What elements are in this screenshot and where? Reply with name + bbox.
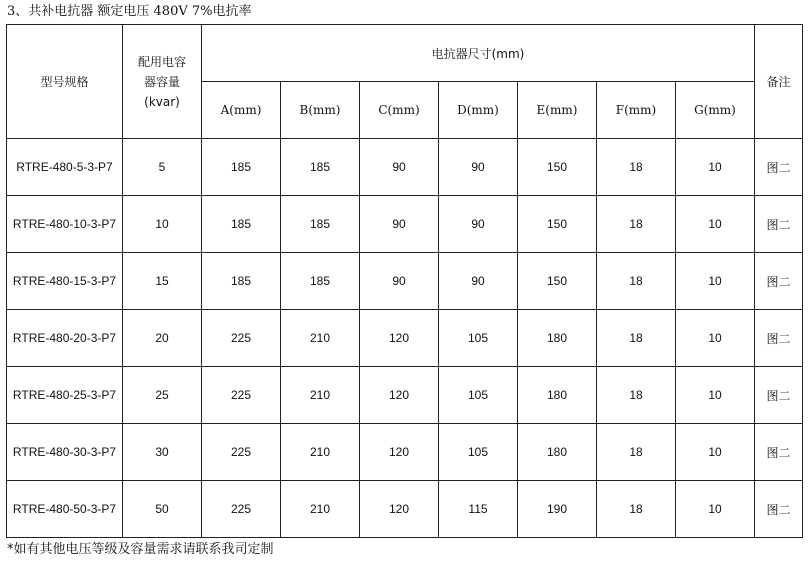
cell-dim-e: 150	[518, 196, 597, 253]
cell-dim-c: 120	[360, 481, 439, 538]
cell-kvar: 10	[123, 196, 202, 253]
cell-dim-b: 185	[281, 196, 360, 253]
cell-dim-g: 10	[676, 253, 755, 310]
table-row	[7, 481, 803, 538]
cell-model: RTRE-480-20-3-P7	[7, 310, 123, 367]
header-model-label: 型号规格	[40, 75, 89, 89]
cell-dim-f: 18	[597, 367, 676, 424]
cell-dim-e: 190	[518, 481, 597, 538]
cell-model: RTRE-480-10-3-P7	[7, 196, 123, 253]
cell-dim-a: 225	[202, 310, 281, 367]
cell-dim-d: 90	[439, 253, 518, 310]
cell-dim-c: 90	[360, 139, 439, 196]
cell-remark: 图二	[755, 139, 803, 196]
header-row-main	[7, 25, 803, 82]
cell-kvar: 15	[123, 253, 202, 310]
cell-dim-g: 10	[676, 424, 755, 481]
cell-dim-a: 185	[202, 139, 281, 196]
cell-dim-c: 120	[360, 310, 439, 367]
header-dimension-group	[202, 25, 755, 82]
cell-kvar: 50	[123, 481, 202, 538]
table-row	[7, 139, 803, 196]
header-dim-d: D(mm)	[439, 82, 518, 139]
header-dim-g: G(mm)	[676, 82, 755, 139]
cell-dim-b: 210	[281, 424, 360, 481]
cell-dim-g: 10	[676, 139, 755, 196]
header-model	[7, 25, 123, 139]
cell-dim-a: 185	[202, 253, 281, 310]
cell-dim-a: 225	[202, 424, 281, 481]
cell-dim-f: 18	[597, 253, 676, 310]
cell-dim-b: 185	[281, 139, 360, 196]
cell-dim-e: 150	[518, 139, 597, 196]
cell-dim-b: 210	[281, 481, 360, 538]
footnote: *如有其他电压等级及容量需求请联系我司定制	[7, 542, 274, 557]
cell-dim-b: 185	[281, 253, 360, 310]
cell-dim-f: 18	[597, 139, 676, 196]
cell-kvar: 20	[123, 310, 202, 367]
cell-dim-d: 90	[439, 196, 518, 253]
header-dim-b: B(mm)	[281, 82, 360, 139]
cell-dim-f: 18	[597, 481, 676, 538]
header-capacity-line2: 器容量	[143, 74, 180, 89]
cell-remark: 图二	[755, 424, 803, 481]
cell-dim-e: 180	[518, 367, 597, 424]
reactor-spec-table	[6, 24, 803, 538]
header-dim-f: F(mm)	[597, 82, 676, 139]
table-row	[7, 424, 803, 481]
cell-dim-b: 210	[281, 367, 360, 424]
cell-remark: 图二	[755, 253, 803, 310]
cell-dim-c: 90	[360, 196, 439, 253]
header-remark	[755, 25, 803, 139]
header-capacity	[123, 25, 202, 139]
cell-dim-d: 90	[439, 139, 518, 196]
header-capacity-unit: (kvar)	[144, 94, 180, 109]
cell-dim-e: 180	[518, 310, 597, 367]
cell-dim-d: 105	[439, 424, 518, 481]
cell-dim-f: 18	[597, 424, 676, 481]
cell-dim-e: 150	[518, 253, 597, 310]
cell-remark: 图二	[755, 481, 803, 538]
cell-model: RTRE-480-15-3-P7	[7, 253, 123, 310]
cell-dim-c: 90	[360, 253, 439, 310]
cell-dim-a: 225	[202, 481, 281, 538]
table-row	[7, 196, 803, 253]
header-dimension-group-label: 电抗器尺寸(mm)	[431, 46, 525, 61]
cell-dim-f: 18	[597, 196, 676, 253]
cell-dim-g: 10	[676, 367, 755, 424]
cell-remark: 图二	[755, 367, 803, 424]
header-dim-c: C(mm)	[360, 82, 439, 139]
cell-dim-g: 10	[676, 196, 755, 253]
cell-dim-c: 120	[360, 424, 439, 481]
cell-dim-f: 18	[597, 310, 676, 367]
cell-dim-d: 115	[439, 481, 518, 538]
table-row	[7, 367, 803, 424]
header-dim-a: A(mm)	[202, 82, 281, 139]
cell-dim-c: 120	[360, 367, 439, 424]
header-dim-e: E(mm)	[518, 82, 597, 139]
table-row	[7, 310, 803, 367]
cell-remark: 图二	[755, 196, 803, 253]
cell-model: RTRE-480-30-3-P7	[7, 424, 123, 481]
cell-kvar: 30	[123, 424, 202, 481]
cell-kvar: 5	[123, 139, 202, 196]
cell-dim-d: 105	[439, 367, 518, 424]
cell-remark: 图二	[755, 310, 803, 367]
table-row	[7, 253, 803, 310]
cell-model: RTRE-480-25-3-P7	[7, 367, 123, 424]
document-title: 3、共补电抗器 额定电压 480V 7%电抗率	[7, 4, 252, 19]
cell-model: RTRE-480-5-3-P7	[7, 139, 123, 196]
header-remark-label: 备注	[766, 75, 791, 89]
cell-dim-e: 180	[518, 424, 597, 481]
cell-dim-d: 105	[439, 310, 518, 367]
header-capacity-line1: 配用电容	[137, 54, 186, 69]
cell-model: RTRE-480-50-3-P7	[7, 481, 123, 538]
cell-dim-a: 225	[202, 367, 281, 424]
cell-kvar: 25	[123, 367, 202, 424]
cell-dim-g: 10	[676, 310, 755, 367]
cell-dim-b: 210	[281, 310, 360, 367]
cell-dim-g: 10	[676, 481, 755, 538]
cell-dim-a: 185	[202, 196, 281, 253]
